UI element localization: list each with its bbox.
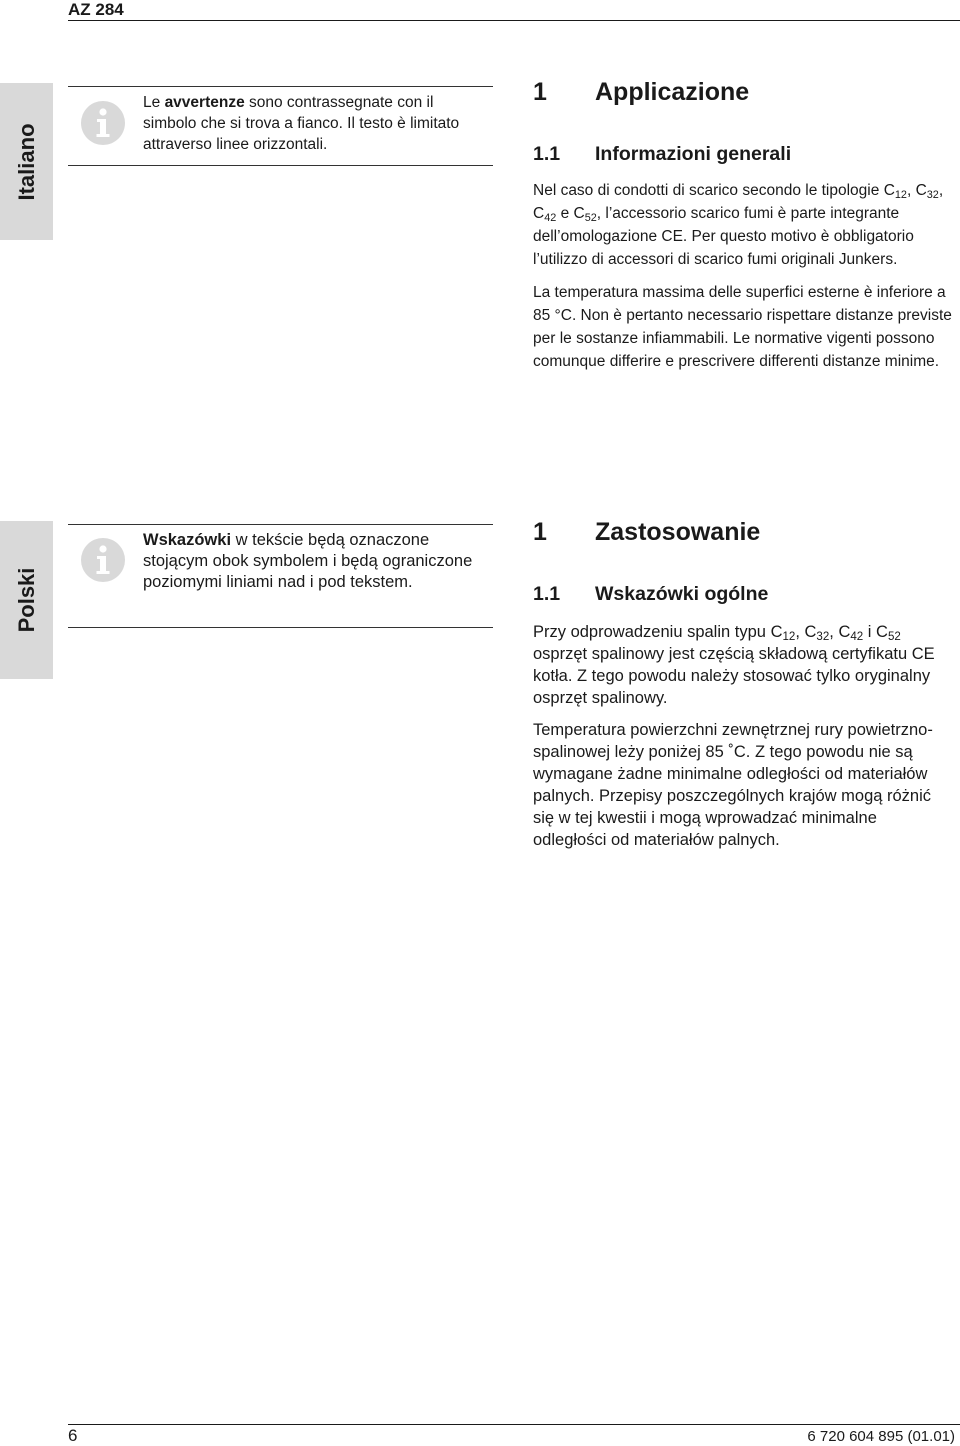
note-bottom-rule [68,165,493,166]
note-top-rule [68,86,493,87]
header-rule [68,20,960,21]
info-icon [80,100,126,146]
body-paragraph: Temperatura powierzchni zewnętrznej rury powietrzno-spalinowej leży poniżej 85 ˚C. Z tego powodu nie są wymagane żadne minimalne odległości od materiałów palnych. Przepisy poszczególnych krajów mogą różnić się w tej kwestii i mogą wprowadzać minimalne odległości od materiałów palnych. [533,721,933,849]
language-tab-label: Polski [13,567,39,633]
language-tab-polski [0,521,53,679]
info-icon [80,537,126,583]
document-header-title: AZ 284 [68,0,124,19]
body-paragraph: Przy odprowadzeniu spalin typu $C_{12}$, $C_{32}$, $C_{42}$ i $C_{52}$ osprzęt spalinowy jest częścią składową certyfikatu CE kotła. Z tego powodu należy stosować tylko oryginalny osprzęt spalinowy. [533,623,935,707]
body-paragraph: Nel caso di condotti di scarico secondo le tipologie $C_{12}$, $C_{32}$, $C_{42}$ e $C_{52}$, l’accessorio scarico fumi è parte integrante dell’omologazione CE. Per questo motivo è obbligatorio l’utilizzo di accessori di scarico fumi originali Junkers. [533,182,944,268]
subsection-heading: 1.1 Informazioni generali [533,143,792,165]
warning-note: Wskazówki w tekście będą oznaczone stojącym obok symbolem i będą ograniczone poziomymi liniami nad i pod tekstem. [143,531,473,591]
note-bottom-rule [68,627,493,628]
note-top-rule [68,524,493,525]
language-tab-label: Italiano [13,122,39,201]
section-heading: 1 Zastosowanie [533,518,761,546]
section-body [533,179,953,383]
section-heading: 1 Applicazione [533,78,750,106]
document-code: 6 720 604 895 (01.01) [807,1428,955,1445]
subsection-heading: 1.1 Wskazówki ogólne [533,583,769,605]
language-tab-italiano [0,83,53,240]
section-body [533,621,953,861]
footer-rule [68,1424,960,1425]
warning-note: Le avvertenze sono contrassegnate con il simbolo che si trova a fianco. Il testo è limitato attraverso linee orizzontali. [143,94,460,153]
page-number: 6 [68,1426,78,1445]
body-paragraph: La temperatura massima delle superfici esterne è inferiore a 85 °C. Non è pertanto necessario rispettare distanze previste per le sostanze infiammabili. Le normative vigenti possono comunque differire e prescrivere differenti distanze minime. [533,284,952,370]
